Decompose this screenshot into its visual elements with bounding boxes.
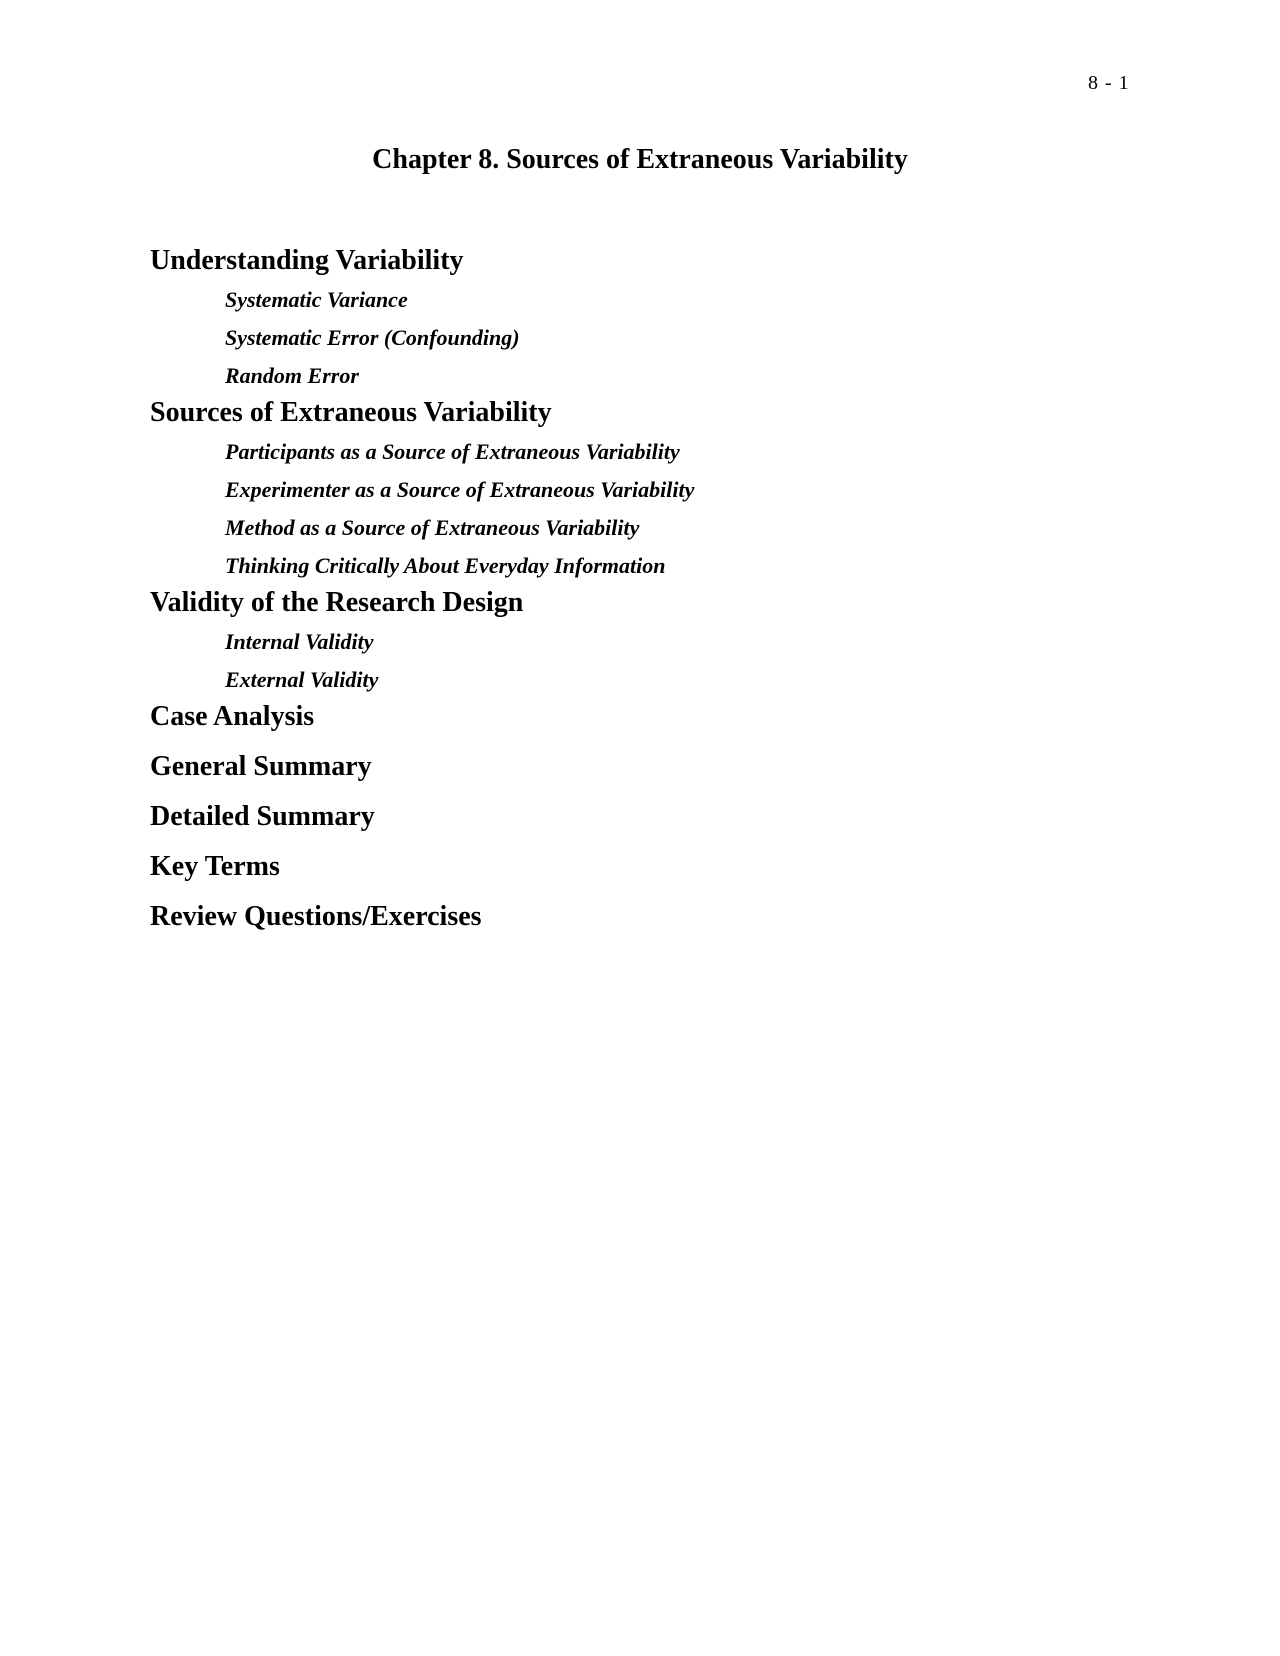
subsection-internal-validity: Internal Validity	[225, 629, 374, 654]
section-heading-sources-of-extraneous-variability: Sources of Extraneous Variability	[150, 397, 552, 428]
section-heading-key-terms: Key Terms	[150, 851, 280, 882]
subsection-experimenter: Experimenter as a Source of Extraneous Variability	[225, 477, 695, 502]
section-heading-detailed-summary: Detailed Summary	[150, 801, 375, 832]
chapter-title-text: Chapter 8. Sources of Extraneous Variability	[372, 144, 908, 175]
subsection-participants: Participants as a Source of Extraneous Variability	[225, 439, 680, 464]
subsection-systematic-variance: Systematic Variance	[225, 287, 408, 312]
subsection-external-validity: External Validity	[225, 667, 379, 692]
chapter-title	[0, 144, 1280, 176]
section-heading-understanding-variability: Understanding Variability	[150, 245, 464, 276]
page-number: 8 - 1	[1088, 72, 1130, 94]
subsection-thinking-critically: Thinking Critically About Everyday Information	[225, 553, 666, 578]
subsection-random-error: Random Error	[225, 363, 359, 388]
subsection-method: Method as a Source of Extraneous Variability	[225, 515, 640, 540]
section-heading-review-questions: Review Questions/Exercises	[150, 901, 482, 932]
chapter-outline	[150, 244, 1150, 934]
section-heading-validity-of-research-design: Validity of the Research Design	[150, 587, 524, 618]
subsection-systematic-error: Systematic Error (Confounding)	[225, 325, 520, 350]
section-heading-general-summary: General Summary	[150, 751, 372, 782]
section-heading-case-analysis: Case Analysis	[150, 701, 315, 732]
